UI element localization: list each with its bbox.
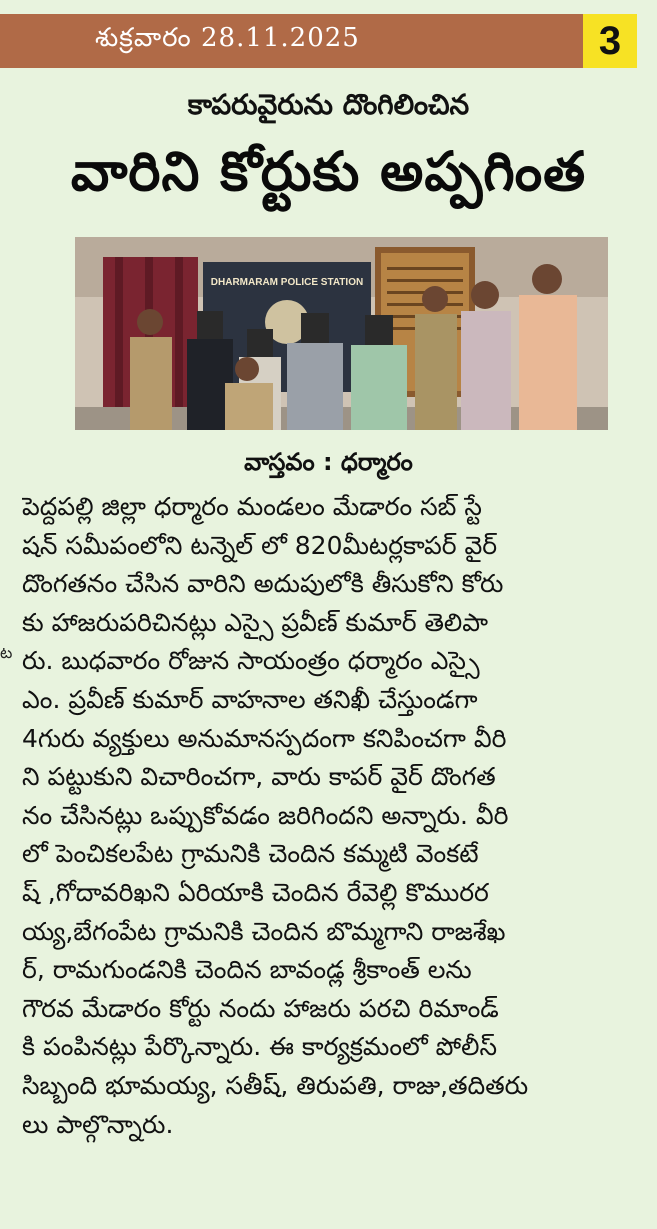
news-photo [75,237,608,430]
article-body-line: దొంగతనం చేసిన వారిని అదుపులోకి తీసుకోని కోరు [22,569,504,599]
station-sign: DHARMARAM POLICE STATION [210,277,364,288]
article-headline: వారిని కోర్టుకు అప్పగింత [70,140,587,203]
article-body-line: ర్, రామగుండనికి చెందిన బావండ్ల శ్రీకాంత్ లను [22,955,472,985]
article-body-line: 4గురు వ్యక్తులు అనుమానస్పదంగా కనిపించగా వీరి [22,723,507,753]
article-body-line: లో పెంచికలపేట గ్రామనికి చెందిన కమ్మటి వెంకటే [22,839,479,869]
article-body-line: కు హాజరుపరిచినట్లు ఎస్సై ప్రవీణ్ కుమార్ తెలిపా [22,607,489,637]
article-body-line: లు పాల్గొన్నారు. [22,1109,174,1139]
police-station-photo [75,237,608,430]
article-body-line: గౌరవ మేడారం కోర్టు నందు హాజరు పరచి రిమాండ్ [22,993,499,1023]
issue-date: శుక్రవారం 28.11.2025 [95,23,360,53]
article-body-line: పెద్దపల్లి జిల్లా ధర్మారం మండలం మేడారం సబ్ స్టే [22,492,482,521]
article-body-line: రు. బుధవారం రోజున సాయంత్రం ధర్మారం ఎస్సై [22,646,480,676]
article-body-line: కి పంపినట్లు పేర్కొన్నారు. ఈ కార్యక్రమంలో పోలీస్ [22,1032,498,1062]
article-body-line: ఎం. ప్రవీణ్ కుమార్ వాహనాల తనిఖీ చేస్తుండగా [22,684,478,714]
date-bar [0,14,583,68]
article-body-line: య్య,బేగంపేట గ్రామనికి చెందిన బొమ్మగాని రాజశేఖ [22,916,506,946]
article-body-line: సిబ్బంది భూమయ్య, సతీష్, తిరుపతి, రాజు,తదితరు [22,1070,529,1100]
article-subheadline: కాపరువైరును దొంగిలించిన [187,88,470,121]
page-number: 3 [583,14,637,68]
article-body-line: షన్ సమీపంలోని టన్నెల్ లో 820మీటర్లకాపర్ వైర్ [22,530,498,560]
article-dateline: వాస్తవం : ధర్మారం [244,448,413,476]
article-body-line: ష్ ,గోదావరిఖని ఏరియాకి చెందిన రేవెల్లి కొమురర [22,877,489,907]
article-body-line: ని పట్టుకుని విచారించగా, వారు కాపర్ వైర్ దొంగత [22,762,496,792]
article-body-line: నం చేసినట్లు ఒప్పుకోవడం జరిగిందని అన్నారు. వీరి [22,800,509,830]
stray-mark: ట [0,643,13,662]
article-body [22,488,634,1144]
